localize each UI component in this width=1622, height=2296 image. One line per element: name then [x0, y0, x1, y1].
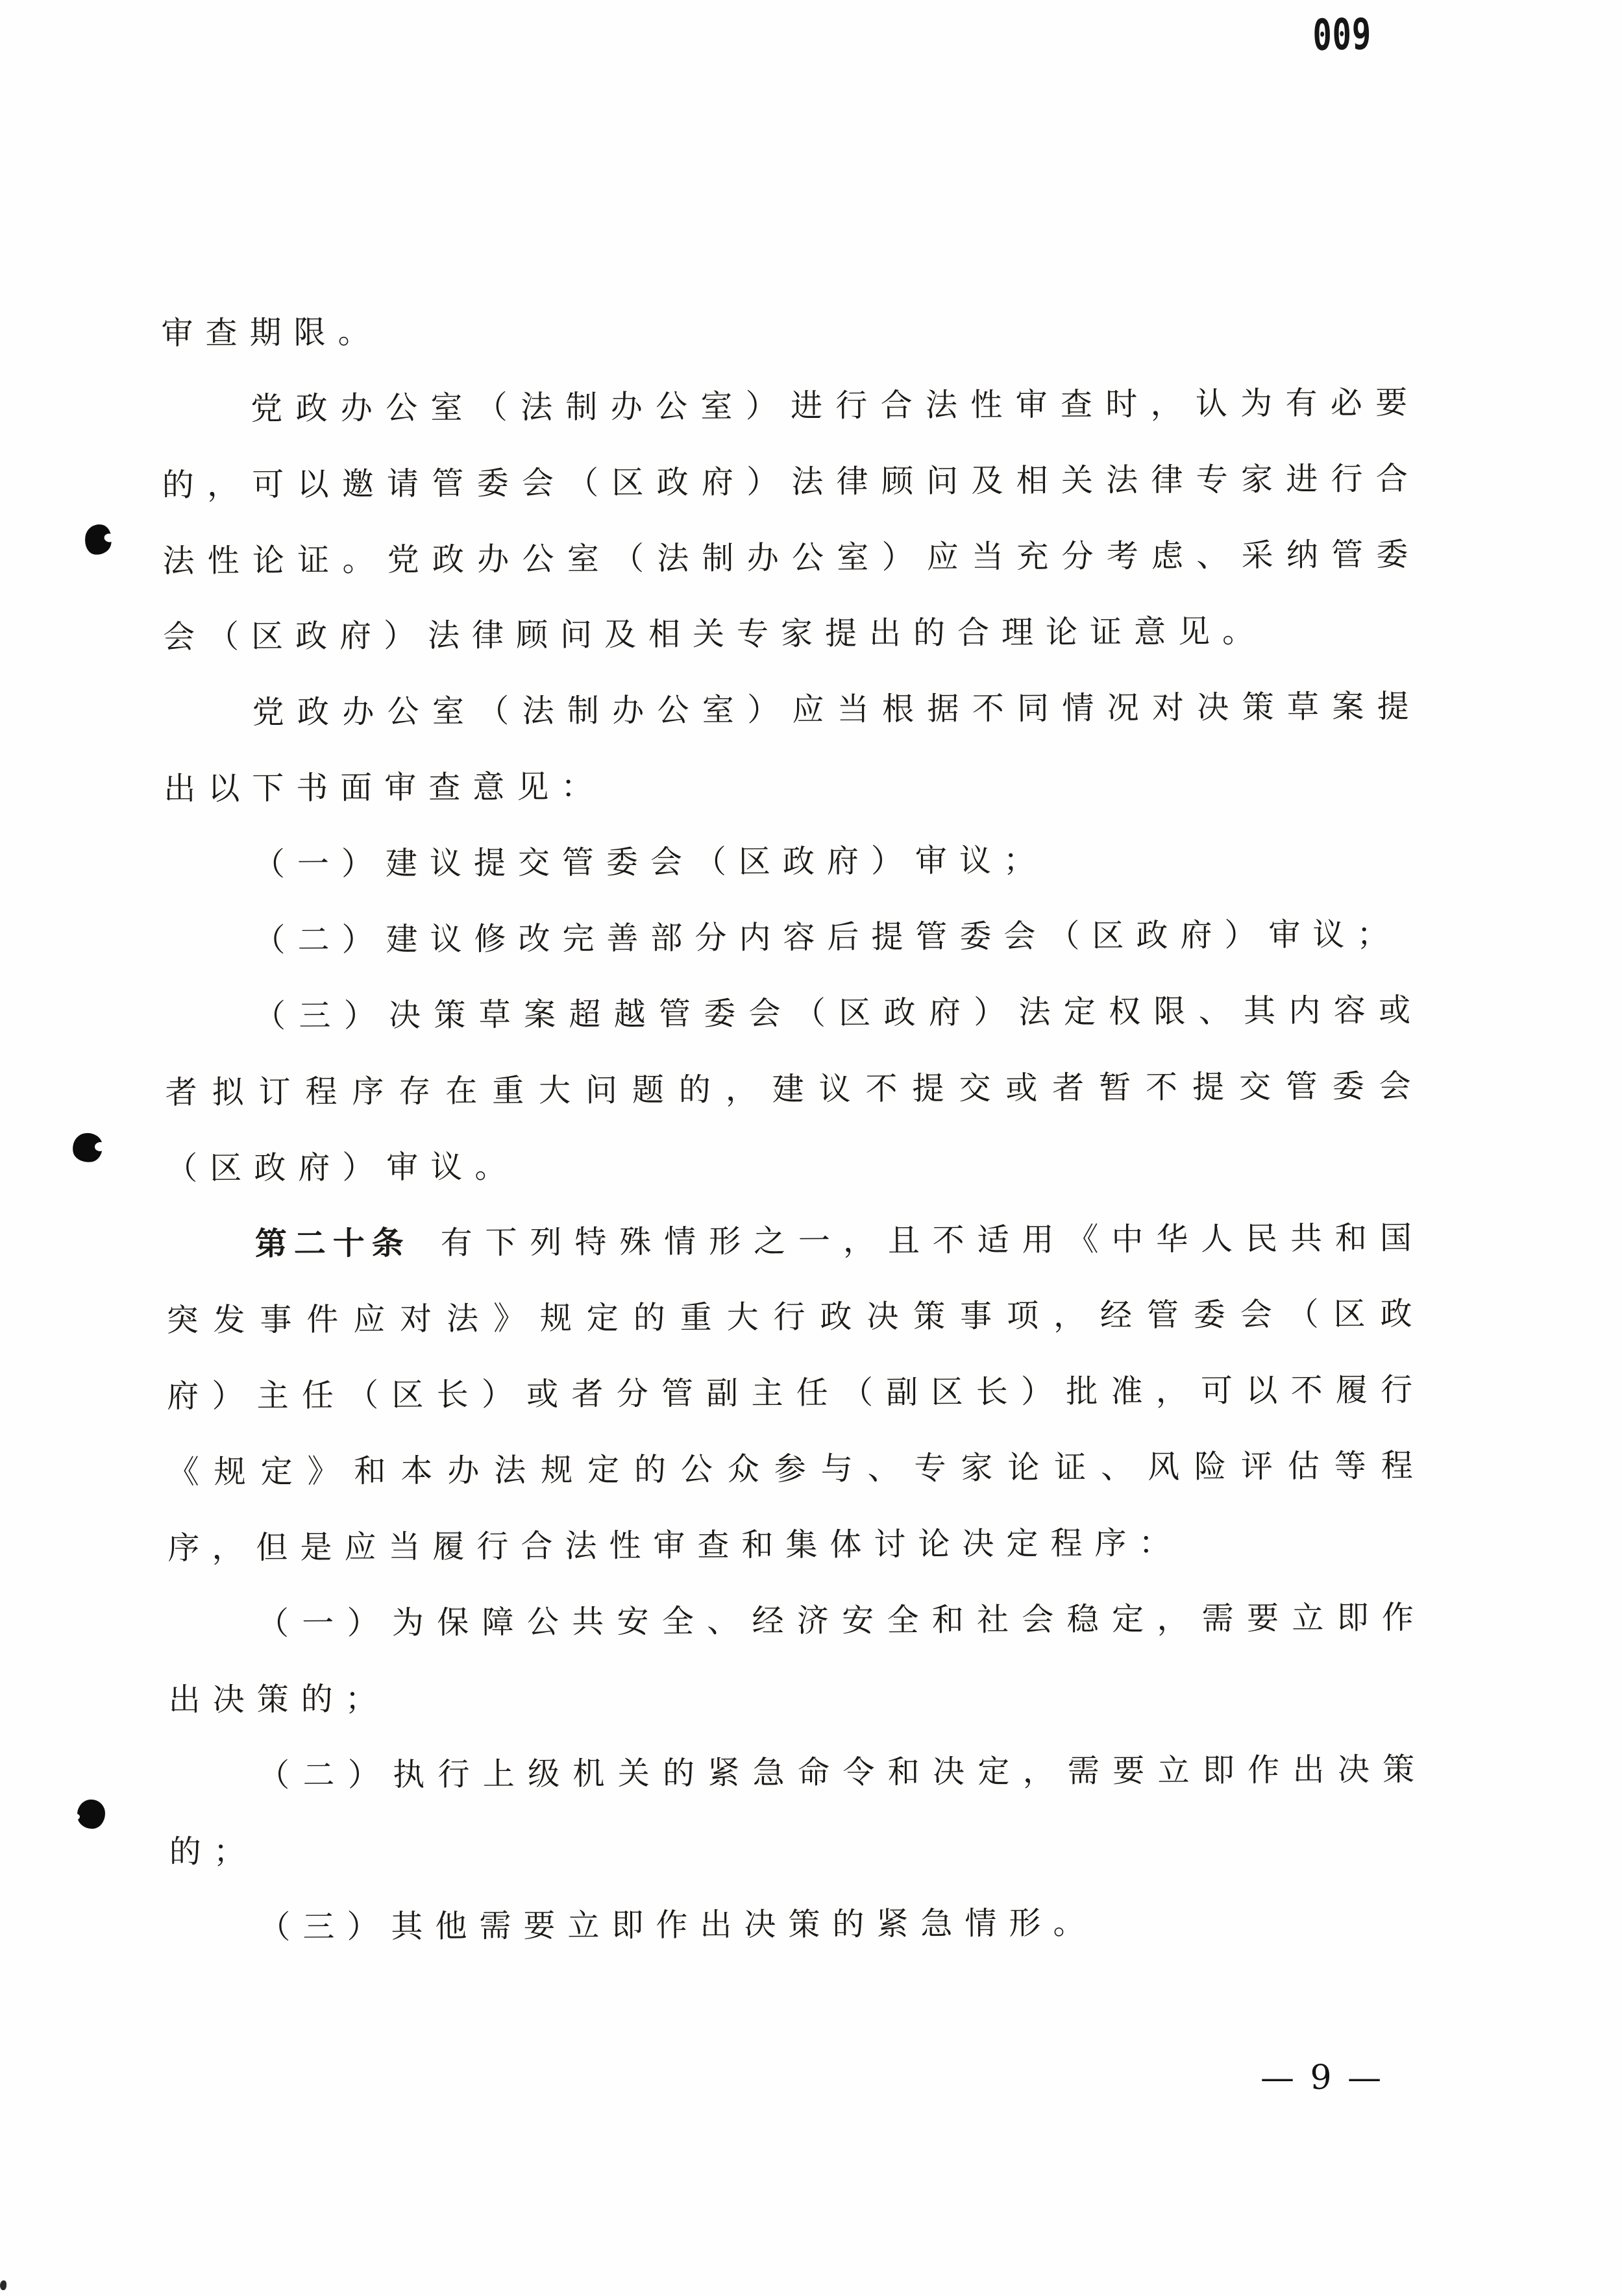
paragraph: （二）建议修改完善部分内容后提管委会（区政府）审议； [253, 916, 1401, 959]
page-stamp-number: 009 [1312, 8, 1372, 60]
document-body [161, 289, 1427, 1966]
paragraph: 第二十条 有下列特殊情形之一，且不适用《中华人民共和国突发事件应对法》规定的重大行政决策事项，经管委会（区政府）主任（区长）或者分管副主任（副区长）批准，可以不履行《规定》和本办法规定的公众参与、专家论证、风险评估等程序，但是应当履行合法性审查和集体讨论决定程序： [166, 1219, 1425, 1567]
paragraph: 审查期限。 [161, 313, 382, 352]
article-number-heading: 第二十条 [254, 1225, 411, 1263]
ink-blot [71, 1132, 104, 1164]
page-footer-number: — 9 — [1260, 2058, 1384, 2097]
paragraph: （一）建议提交管委会（区政府）审议； [252, 841, 1048, 883]
ink-blot [77, 1800, 105, 1829]
ink-blot [83, 522, 114, 556]
paragraph: （三）决策草案超越管委会（区政府）法定权限、其内容或者拟订程序存在重大问题的，建议不提交或者暂不提交管委会（区政府）审议。 [165, 991, 1423, 1188]
paragraph: （一）为保障公共安全、经济安全和社会稳定，需要立即作出决策的； [168, 1598, 1427, 1719]
paragraph: 党政办公室（法制办公室）进行合法性审查时，认为有必要的，可以邀请管委会（区政府）法律顾问及相关法律专家进行合法性论证。党政办公室（法制办公室）应当充分考虑、采纳管委会（区政府）法律顾问及相关专家提出的合理论证意见。 [162, 384, 1421, 656]
paragraph: 党政办公室（法制办公室）应当根据不同情况对决策草案提出以下书面审查意见： [164, 687, 1421, 808]
paragraph: （三）其他需要立即作出决策的紧急情形。 [258, 1904, 1098, 1946]
paragraph: （二）执行上级机关的紧急命令和决定，需要立即作出决策的； [169, 1750, 1427, 1871]
ink-speck [0, 2280, 6, 2290]
